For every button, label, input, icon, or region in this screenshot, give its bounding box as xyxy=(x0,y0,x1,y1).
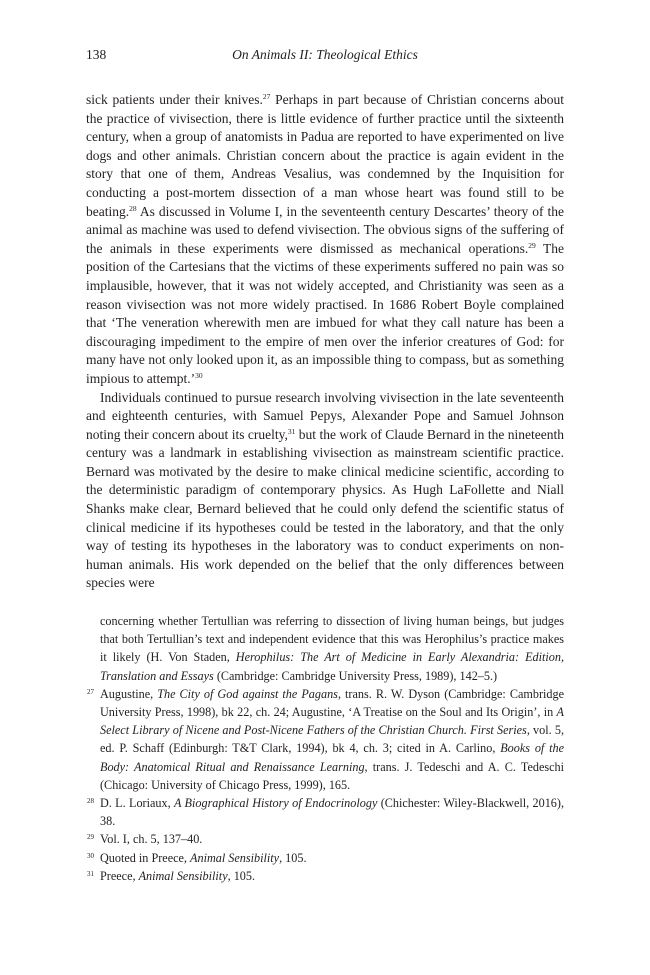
footnote-number: 27 xyxy=(87,687,94,696)
text-run: Perhaps in part because of Christian concerns about the practice of vivisection, there is little evidence of further practice until the sixteenth century, when a group of anatomists in Padua are reported to have experimented on live dogs and other animals. Christian concern about the practice is again evident in the story that one of them, Andreas Vesalius, was condemned by the Inquisition for conducting a post-mortem dissection of a man whose heart was found still to be beating. xyxy=(86,92,564,219)
title-italic: Animal Sensibility xyxy=(138,868,228,883)
footnote-continued xyxy=(86,612,564,685)
title-italic: A Biographical History of Endocrinology xyxy=(173,796,378,811)
text-run: , 105. xyxy=(227,868,256,883)
text-run: sick patients under their knives. xyxy=(86,92,263,107)
paragraph-1 xyxy=(86,91,564,389)
text-run: Individuals continued to pursue research involving vivisection in the late seventeenth and eighteenth centuries, with Samuel Pepys, Alexander Pope and Samuel Johnson noting their concern about its cruelty, xyxy=(86,389,564,442)
paragraph-2 xyxy=(86,389,564,594)
text-run: (Chichester: Wiley-Blackwell, 2016), 38. xyxy=(100,796,564,829)
footnote-ref-30: 30 xyxy=(195,370,203,380)
title-italic: The City of God against the Pagans xyxy=(157,686,338,701)
footnote-28 xyxy=(86,794,564,830)
text-run: Vol. I, ch. 5, 137–40. xyxy=(100,832,203,847)
text-run: D. L. Loriaux, xyxy=(100,796,174,811)
text-run: , 105. xyxy=(279,850,307,865)
title-italic: Books of the Body: Anatomical Ritual and Renaissance Learning xyxy=(100,741,565,774)
text-run: , vol. 5, ed. P. Schaff (Edinburgh: T&T Clark, 1994), bk 4, ch. 3; cited in A. Carlino, xyxy=(100,723,565,756)
footnotes xyxy=(86,612,564,885)
footnote-number: 28 xyxy=(87,797,94,806)
title-italic: Herophilus: The Art of Medicine in Early Alexandria: Edition, Translation and Essays xyxy=(100,650,564,683)
text-run: , trans. J. Tedeschi and A. C. Tedeschi (Chicago: University of Chicago Press, 1999), 165. xyxy=(100,759,564,792)
footnote-ref-27: 27 xyxy=(262,92,271,101)
footnote-29 xyxy=(86,830,564,848)
footnote-27 xyxy=(86,685,564,794)
footnote-ref-31: 31 xyxy=(287,426,296,436)
title-italic: A Select Library of Nicene and Post-Nicene Fathers of the Christian Church. First Series xyxy=(100,705,564,738)
page-header xyxy=(86,45,564,65)
page-number: 138 xyxy=(86,47,107,62)
text-run: Preece, xyxy=(100,868,139,883)
text-run: The position of the Cartesians that the victims of these experiments suffered no pain was so implausible, however, that it was not widely accepted, and Christianity was seen as a reason vivisection was not more widely practised. In 1686 Robert Boyle complained that ‘The veneration wherewith men are imbued for what they call nature has been a discouraging impediment to the empire of men over the inferior creatures of God: for many have not only looked upon it, as an impossible thing to compass, but as something impious to attempt.’ xyxy=(86,240,565,386)
main-text xyxy=(86,91,564,593)
footnote-number: 30 xyxy=(87,851,94,860)
footnote-30 xyxy=(86,849,564,867)
footnote-31 xyxy=(86,867,564,885)
text-run: , trans. R. W. Dyson (Cambridge: Cambridge University Press, 1998), bk 22, ch. 24; Augustine, ‘A Treatise on the Soul and Its Origin’, in xyxy=(100,686,565,720)
text-run: Quoted in Preece, xyxy=(100,850,191,865)
footnote-number: 31 xyxy=(87,869,94,878)
footnote-ref-28: 28 xyxy=(129,203,137,213)
text-run: Augustine, xyxy=(100,686,158,701)
footnote-ref-29: 29 xyxy=(528,240,536,250)
running-head: On Animals II: Theological Ethics xyxy=(232,47,418,62)
text-run: but the work of Claude Bernard in the nineteenth century was a landmark in establishing vivisection as mainstream scientific practice. Bernard was motivated by the desire to make clinical medicine scientific, according to the deterministic paradigm of contemporary physics. As Hugh LaFollette and Niall Shanks make clear, Bernard believed that he could only defend the scientific status of clinical medicine if its hypotheses could be tested in the laboratory, and that the only way of testing its hypotheses in the laboratory was to conduct experiments on non-human animals. His work depended on the belief that the only differences between species were xyxy=(86,426,564,591)
title-italic: Animal Sensibility xyxy=(190,850,280,865)
footnote-number: 29 xyxy=(87,833,94,842)
text-run: concerning whether Tertullian was referring to dissection of living human beings, but judges that both Tertullian’s text and independent evidence that this was Herophilus’s practice makes it likely (H. Von Staden, xyxy=(100,614,564,665)
text-run: As discussed in Volume I, in the seventeenth century Descartes’ theory of the animal as machine was used to defend vivisection. The obvious signs of the suffering of the animals in these experiments were dismissed as mechanical operations. xyxy=(86,203,564,256)
text-run: (Cambridge: Cambridge University Press, 1989), 142–5.) xyxy=(213,668,498,683)
